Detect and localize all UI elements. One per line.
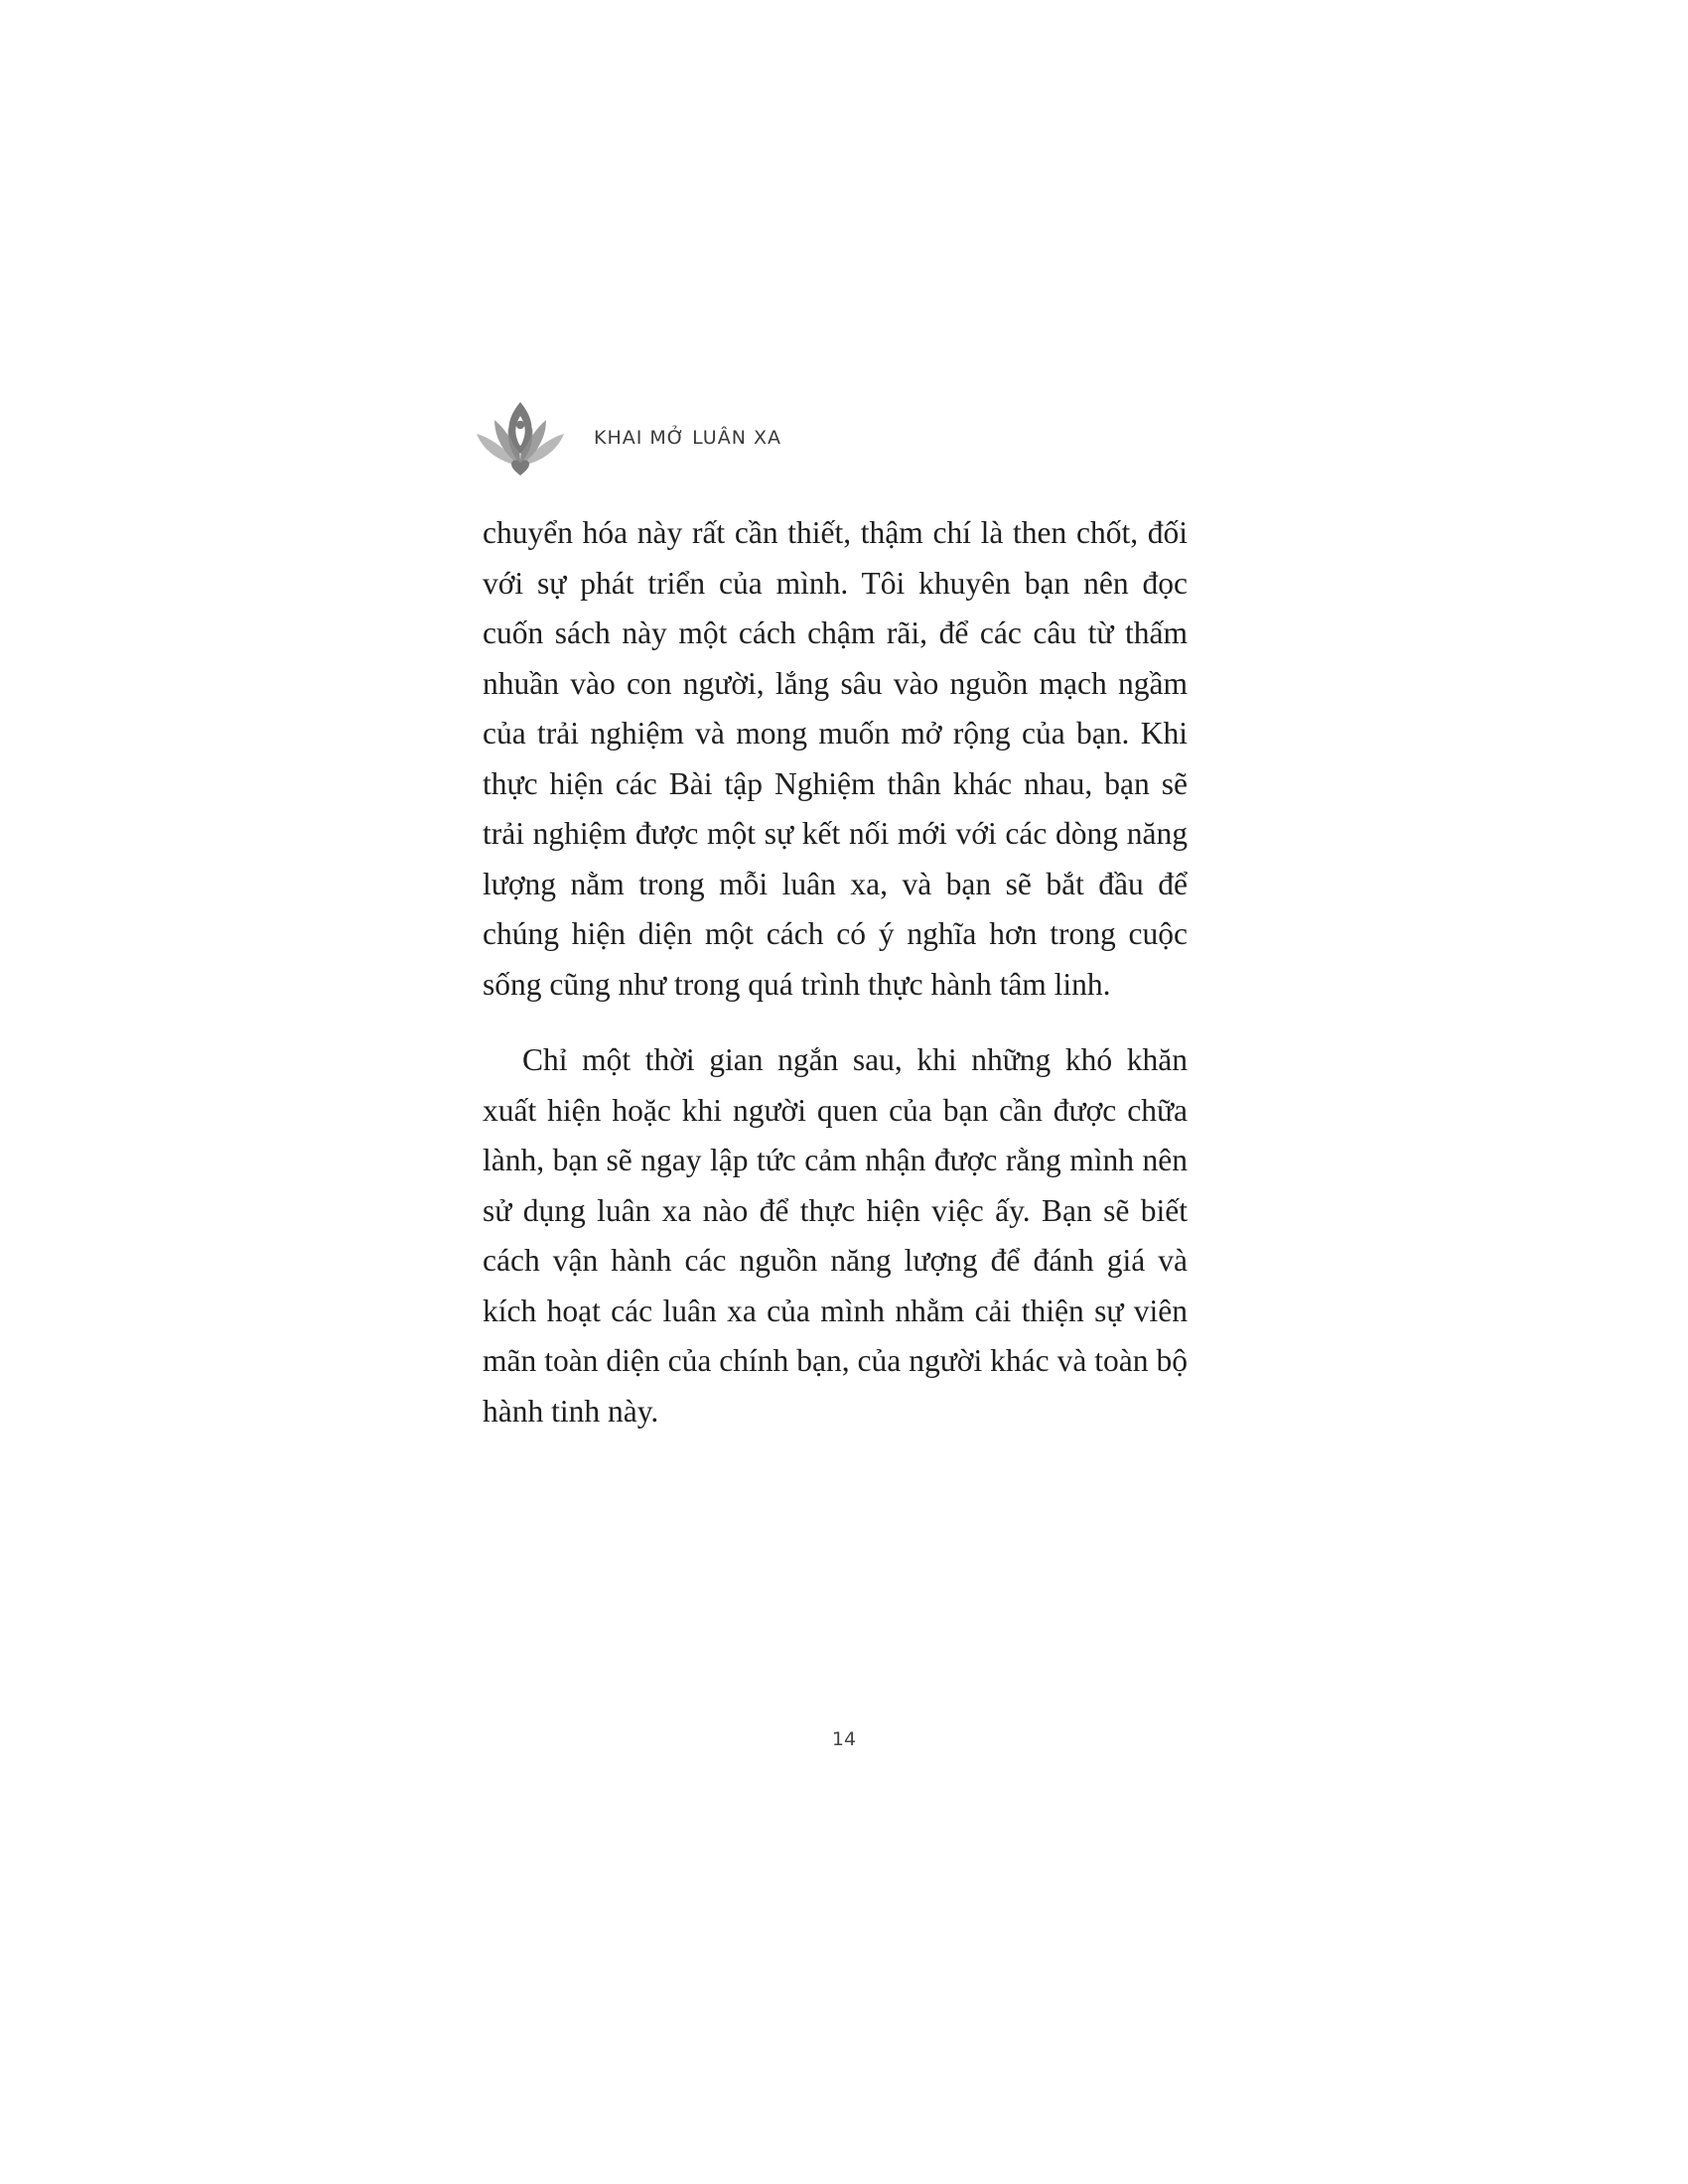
book-title-header: KHAI MỞ LUÂN XA <box>594 427 781 449</box>
running-header <box>475 402 781 474</box>
page-number: 14 <box>831 1728 857 1750</box>
paragraph: chuyển hóa này rất cần thiết, thậm chí là then chốt, đối với sự phát triển của mình. Tôi khuyên bạn nên đọc cuốn sách này một cách chậm rãi, để các câu từ thấm nhuần vào con người, lắng sâu vào nguồn mạch ngầm của trải nghiệm và mong muốn mở rộng của bạn. Khi thực hiện các Bài tập Nghiệm thân khác nhau, bạn sẽ trải nghiệm được một sự kết nối mới với các dòng năng lượng nằm trong mỗi luân xa, và bạn sẽ bắt đầu để chúng hiện diện một cách có ý nghĩa hơn trong cuộc sống cũng như trong quá trình thực hành tâm linh. <box>483 515 1188 1002</box>
paragraph: Chỉ một thời gian ngắn sau, khi những khó khăn xuất hiện hoặc khi người quen của bạn cần được chữa lành, bạn sẽ ngay lập tức cảm nhận được rằng mình nên sử dụng luân xa nào để thực hiện việc ấy. Bạn sẽ biết cách vận hành các nguồn năng lượng để đánh giá và kích hoạt các luân xa của mình nhằm cải thiện sự viên mãn toàn diện của chính bạn, của người khác và toàn bộ hành tinh này. <box>483 1042 1188 1429</box>
body-text <box>483 508 1188 1436</box>
lotus-meditation-icon <box>475 398 566 478</box>
